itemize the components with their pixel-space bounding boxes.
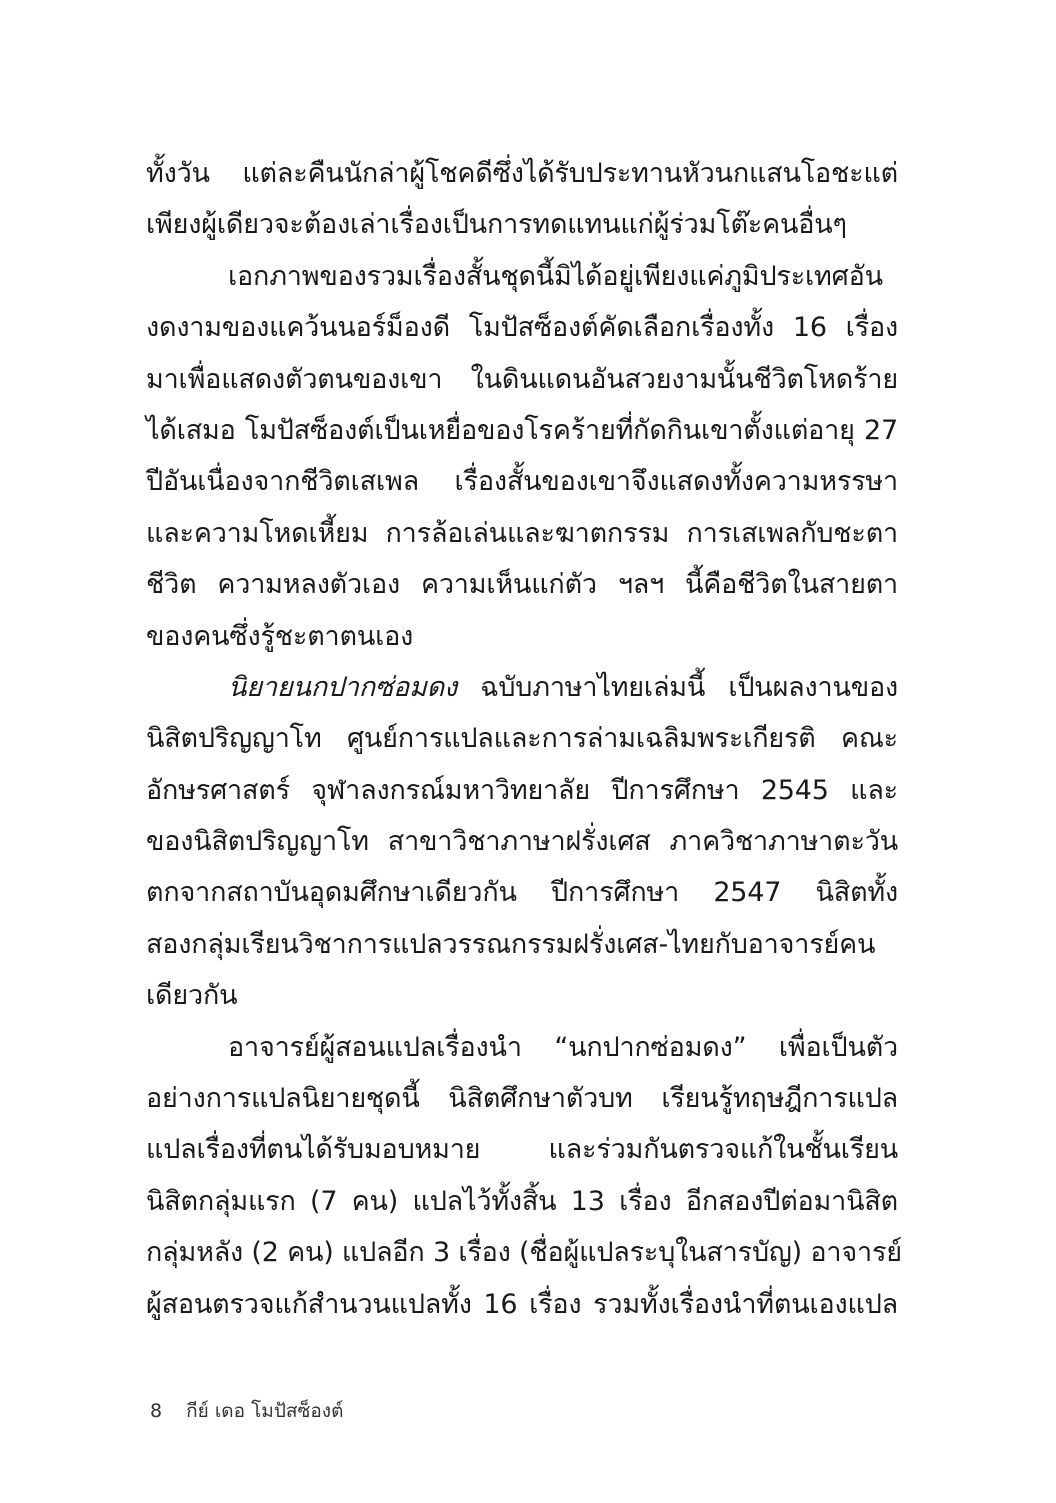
text-line: อักษรศาสตร์ จุฬาลงกรณ์มหาวิทยาลัย ปีการศึกษา 2545 และ: [146, 774, 898, 806]
book-title-italic: นิยายนกปากซ่อมดง: [228, 671, 457, 703]
running-title: กีย์ เดอ โมปัสซ็องต์: [186, 1400, 344, 1422]
body-text: [146, 148, 902, 1330]
text-line: ของนิสิตปริญญาโท สาขาวิชาภาษาฝรั่งเศส ภาควิชาภาษาตะวัน: [146, 826, 898, 858]
text-line: ได้เสมอ โมปัสซ็องต์เป็นเหยื่อของโรคร้ายที่กัดกินเขาตั้งแต่อายุ 27: [146, 414, 898, 446]
text-line: สองกลุ่มเรียนวิชาการแปลวรรณกรรมฝรั่งเศส-ไทยกับอาจารย์คน: [146, 928, 876, 960]
text-line: มาเพื่อแสดงตัวตนของเขา ในดินแดนอันสวยงามนั้นชีวิตโหดร้าย: [146, 363, 898, 395]
text-line: อาจารย์ผู้สอนแปลเรื่องนำ “นกปากซ่อมดง” เพื่อเป็นตัว: [228, 1031, 898, 1063]
text-line: [146, 662, 898, 713]
text-line: นิสิตปริญญาโท ศูนย์การแปลและการล่ามเฉลิมพระเกียรติ คณะ: [146, 723, 898, 755]
text-line: ของคนซึ่งรู้ชะตาตนเอง: [146, 620, 414, 652]
text-line: เพียงผู้เดียวจะต้องเล่าเรื่องเป็นการทดแทนแก่ผู้ร่วมโต๊ะคนอื่นๆ: [146, 209, 847, 241]
text-line: แปลเรื่องที่ตนได้รับมอบหมาย และร่วมกันตรวจแก้ในชั้นเรียน: [146, 1134, 898, 1166]
text-line: เดียวกัน: [146, 980, 238, 1012]
text-line: ผู้สอนตรวจแก้สำนวนแปลทั้ง 16 เรื่อง รวมทั้งเรื่องนำที่ตนเองแปล: [146, 1288, 898, 1320]
text-line: ทั้งวัน แต่ละคืนนักล่าผู้โชคดีซึ่งได้รับประทานหัวนกแสนโอชะแต่: [146, 158, 898, 189]
text-line: นิสิตกลุ่มแรก (7 คน) แปลไว้ทั้งสิ้น 13 เรื่อง อีกสองปีต่อมานิสิต: [146, 1185, 898, 1217]
page-number: 8: [150, 1400, 163, 1422]
text-line: อย่างการแปลนิยายชุดนี้ นิสิตศึกษาตัวบท เรียนรู้ทฤษฎีการแปล: [146, 1083, 898, 1115]
text-line-rest: ฉบับภาษาไทยเล่มนี้ เป็นผลงานของ: [456, 671, 898, 703]
text-line: ปีอันเนื่องจากชีวิตเสเพล เรื่องสั้นของเขาจึงแสดงทั้งความหรรษา: [146, 466, 898, 498]
text-line: งดงามของแคว้นนอร์ม็องดี โมปัสซ็องต์คัดเลือกเรื่องทั้ง 16 เรื่อง: [146, 312, 898, 344]
text-line: ตกจากสถาบันอุดมศึกษาเดียวกัน ปีการศึกษา 2547 นิสิตทั้ง: [146, 877, 898, 909]
text-line: กลุ่มหลัง (2 คน) แปลอีก 3 เรื่อง (ชื่อผู้แปลระบุในสารบัญ) อาจารย์: [146, 1237, 902, 1269]
text-line: ชีวิต ความหลงตัวเอง ความเห็นแก่ตัว ฯลฯ นี้คือชีวิตในสายตา: [146, 569, 898, 601]
page-footer: [150, 1396, 343, 1426]
text-line: และความโหดเหี้ยม การล้อเล่นและฆาตกรรม การเสเพลกับชะตา: [146, 517, 898, 549]
text-line: เอกภาพของรวมเรื่องสั้นชุดนี้มิได้อยู่เพียงแค่ภูมิประเทศอัน: [228, 260, 883, 292]
